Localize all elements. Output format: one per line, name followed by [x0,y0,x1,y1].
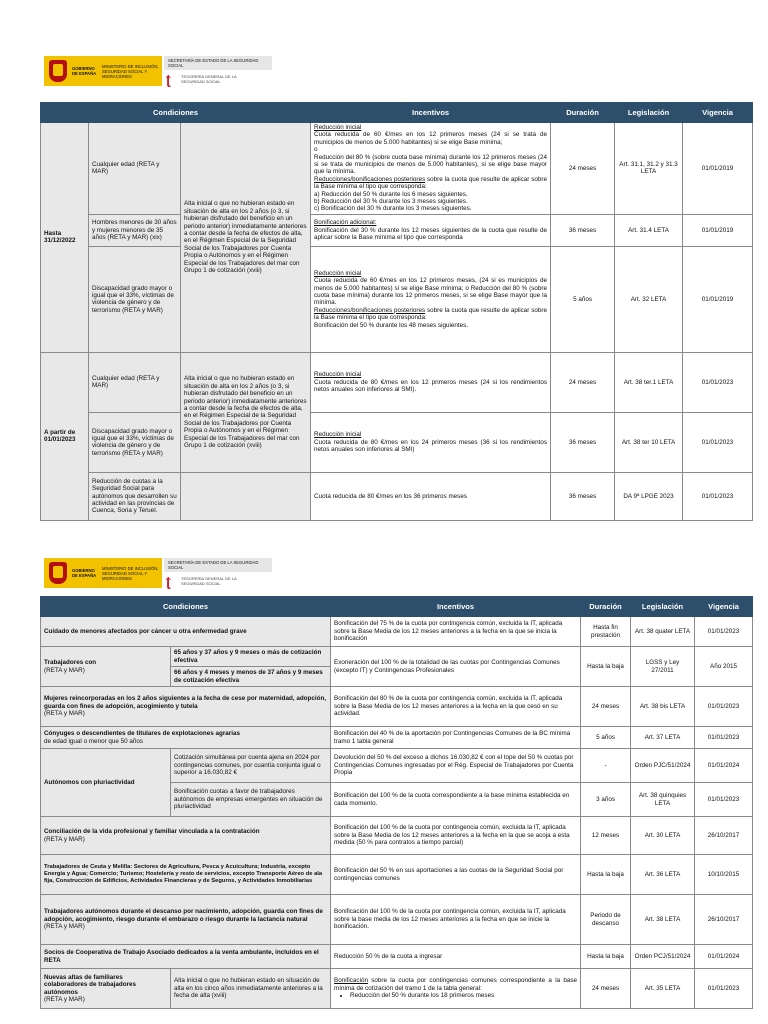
incentive-cell: Bonificación del 40 % de la aportación por Contingencias Comunes de la BC mínima tramo 1 tabla general [331,727,581,749]
condition-cell: Reducción de cuotas a la Seguridad Social para autónomos que desarrollen su actividad en las provincias de Cuenca, Soria y Teruel. [89,472,181,520]
table-row [41,617,753,647]
vigencia-cell: 01/01/2023 [695,687,753,727]
incentive-cell [331,969,581,1009]
table-row [41,687,753,727]
table-row [41,352,753,412]
vigencia-cell: 10/10/2015 [695,855,753,895]
vigencia-cell: 01/01/2023 [695,727,753,749]
duration-cell: 36 meses [551,412,615,472]
legislation-cell: Art. 36 LETA [631,855,695,895]
condition-title: Nuevas altas de familiares colaboradores de trabajadores autónomos [44,973,137,996]
incentive-line: sobre la cuota por contingencias comunes correspondiente a la base mínima de cotización del tramo 1 de la tabla general: [334,977,578,992]
tgss-logo-icon: ʈ [166,71,171,87]
incentive-cell: Bonificación del 100 % de la cuota por contingencia común, excluida la IT, aplicada sobre la base media de los 12 meses anteriores a la fecha en que se inicie la bonificación. [331,895,581,945]
legislation-cell: Art. 35 LETA [631,969,695,1009]
incentive-cell [311,246,551,352]
legislation-cell: Art. 38 ter 10 LETA [615,412,683,472]
tgss-label: TESORERÍA GENERAL DE LA SEGURIDAD SOCIAL [181,74,237,84]
table-row [41,647,753,667]
incentive-cell [311,123,551,215]
table-row [41,749,753,783]
gov-label: GOBIERNO DE ESPAÑA [72,568,97,578]
vigencia-cell: 26/10/2017 [695,817,753,855]
condition-cell [41,687,331,727]
duration-cell: 24 meses [581,687,631,727]
duration-cell: 36 meses [551,472,615,520]
incentive-title: Bonificación [334,977,368,985]
condition-sub: (RETA y MAR) [44,923,85,931]
incentive-line: Cuota reducida de 80 €/mes en los 12 primeros meses (24 si los rendimientos netos anuales son inferiores al SMI). [314,378,548,394]
incentive-title: Reducción inicial [314,124,362,131]
legislation-cell: Orden PJC/51/2024 [631,749,695,783]
col-condiciones: Condiciones [41,103,311,123]
duration-cell: 24 meses [551,123,615,215]
duration-cell: 3 años [581,783,631,817]
table-header-row [41,597,753,617]
table-row [41,817,753,855]
table-row [41,895,753,945]
incentive-bullet: • Reducción del 50 % durante los 18 primeros meses [350,992,577,999]
col-condiciones: Condiciones [41,597,331,617]
incentive-cell: Bonificación del 100 % de la cuota correspondiente a la base mínima establecida en cada momento. [331,783,581,817]
condition-title: Conciliación de la vida profesional y familiar vinculada a la contratación [44,828,260,836]
alta-condition-cell: Alta inicial o que no hubieran estado en situación de alta en los 2 años (o 3, si hubieran disfrutado del beneficio en un periodo anterior) inmediatamente anteriores a contar desde la fecha de efectos de alta, en el Régimen Especial de la Seguridad Social de los Trabajadores por Cuenta Propia o Autónomos y en el Régimen Especial de los Trabajadores del mar con Grupo 1 de cotización (xviii) [181,352,311,472]
condition-cell [41,647,171,687]
condition-cell: Discapacidad grado mayor o igual que el 33%, víctimas de violencia de género y de terrorismo (RETA y MAR) [89,412,181,472]
coat-of-arms-icon [49,60,67,82]
sub-condition-cell: 66 años y 4 meses y menos de 37 años y 9 meses de cotización efectiva [171,667,331,687]
condition-cell: Hombres menores de 30 años y mujeres menores de 35 años (RETA y MAR) (xix) [89,214,181,246]
alta-condition-cell: Alta inicial o que no hubieran estado en situación de alta en los 2 años (o 3, si hubieran disfrutado del beneficio en un periodo anterior) inmediatamente anteriores a contar desde la fecha de efectos de alta, en el Régimen Especial de la Seguridad Social de los Trabajadores por Cuenta Propia o Autónomos y en el Régimen Especial de los Trabajadores del mar con Grupo 1 de cotización (xviii) [181,123,311,353]
vigencia-cell: 01/01/2024 [695,749,753,783]
duration-cell: Hasta la baja [581,855,631,895]
incentive-cell: Bonificación del 100 % de la cuota por contingencia común, excluida la IT, aplicada sobre la Base Media de los 12 meses anteriores a la fecha en la que se acoja a esta medida (50 % para contratos a tiempo parcial) [331,817,581,855]
sub-condition-cell: 65 años y 37 años y 9 meses o más de cotización efectiva [171,647,331,667]
table-row [41,214,753,246]
duration-cell: 24 meses [551,352,615,412]
table-row [41,123,753,215]
incentive-line: o [314,146,318,154]
incentive-subtitle: Reducciones/bonificaciones posteriores [314,306,426,314]
vigencia-cell: 01/01/2019 [683,246,753,352]
incentive-title: Reducción inicial [314,269,362,277]
incentive-cell [311,412,551,472]
secretaria-label: SECRETARÍA DE ESTADO DE LA SEGURIDAD SOCIAL [164,56,272,70]
duration-cell: Periodo de descanso [581,895,631,945]
condition-title: Mujeres reincorporadas en los 2 años siguientes a la fecha de cese por maternidad, adopción, guarda con fines de adopción, acogimiento y tutela [44,695,327,710]
legislation-cell: Art. 31.4 LETA [615,214,683,246]
condition-cell: Autónomos con pluriactividad [41,749,171,817]
incentive-line: a) Reducción del 50 % durante los 6 meses siguientes. [314,190,468,198]
table-row [41,472,753,520]
vigencia-cell: 01/01/2023 [695,783,753,817]
incentive-line: Bonificación del 30 % durante los 12 meses siguientes de la cuota que resulte de aplicar sobre la Base mínima el tipo que corresponda [314,226,548,242]
vigencia-cell: 01/01/2023 [695,617,753,647]
incentive-cell: Exoneración del 100 % de la totalidad de las cuotas por Contingencias Comunes (excepto IT) y Contingencias Profesionales [331,647,581,687]
incentive-line: Cuota reducida de 60 €/mes en los 12 primeros meses, (24 si es municipios de menos de 5.000 habitantes) si se elige Base mínima; o Reducción del 80 % (sobre cuota base mínima) durante los 12 primeros meses, si se elige Base mayor que la mínima. [314,277,548,307]
legislation-cell: Orden PCJ/51/2024 [631,945,695,969]
vigencia-cell: Año 2015 [695,647,753,687]
condition-sub: de edad igual o menor que 50 años [44,737,144,745]
duration-cell: - [581,749,631,783]
legislation-cell: Art. 38 quinquies LETA [631,783,695,817]
condition-sub: (RETA y MAR) [44,710,85,718]
condition-cell [41,969,171,1009]
legislation-cell: Art. 37 LETA [631,727,695,749]
legislation-cell: Art. 32 LETA [615,246,683,352]
legislation-cell: Art. 38 LETA [631,895,695,945]
col-incentivos: Incentivos [331,597,581,617]
government-logo [44,558,162,588]
vigencia-cell: 01/01/2019 [683,123,753,215]
duration-cell: 24 meses [581,969,631,1009]
duration-cell: 12 meses [581,817,631,855]
condition-cell: Cuidado de menores afectados por cáncer u otra enfermedad grave [41,617,331,647]
vigencia-cell: 01/01/2023 [695,969,753,1009]
col-vigencia: Vigencia [683,103,753,123]
vigencia-cell: 01/01/2019 [683,214,753,246]
condition-sub: (RETA y MAR) [44,666,85,674]
table-row [41,727,753,749]
col-incentivos: Incentivos [311,103,551,123]
legislation-cell: LGSS y Ley 27/2011 [631,647,695,687]
condition-cell: Cualquier edad (RETA y MAR) [89,123,181,215]
vigencia-cell: 01/01/2023 [683,412,753,472]
period-label: A partir de 01/01/2023 [41,352,89,520]
condition-sub: (RETA y MAR) [44,995,85,1003]
incentive-line: sobre la cuota que resulte de aplicar sobre la Base mínima el tipo que corresponda: [314,306,548,322]
duration-cell: Hasta la baja [581,945,631,969]
condition-cell: Discapacidad grado mayor o igual que el 33%, víctimas de violencia de género y de terrorismo (RETA y MAR) [89,246,181,352]
legislation-cell: Art. 38 ter.1 LETA [615,352,683,412]
table-header-row [41,103,753,123]
coat-of-arms-icon [49,562,67,584]
incentive-cell: Bonificación del 50 % en sus aportaciones a las cuotas de la Seguridad Social por contingencias comunes [331,855,581,895]
condition-cell [41,895,331,945]
incentive-title: Bonificación adicional: [314,219,377,227]
incentive-line: Reducción del 80 % (sobre cuota base mínima) durante los 12 primeros meses (24 si se trata de municipios de menos de 5.000 habitantes), si se elige base mayor que la mínima. [314,153,548,176]
vigencia-cell: 01/01/2024 [695,945,753,969]
condition-title: Trabajadores con [44,659,97,667]
logo-header [44,56,259,90]
col-duracion: Duración [551,103,615,123]
condition-cell [41,817,331,855]
government-logo [44,56,162,86]
incentives-table-1 [40,102,753,521]
table-row [41,855,753,895]
col-legislacion: Legislación [615,103,683,123]
incentive-line: b) Reducción del 30 % durante los 3 meses siguientes. [314,198,468,206]
condition-title: Trabajadores autónomos durante el descanso por nacimiento, adopción, guarda con fines de adopción, acogimiento, riesgo durante el embarazo o riesgo durante la lactancia natural [44,908,323,923]
secretaria-label: SECRETARÍA DE ESTADO DE LA SEGURIDAD SOCIAL [164,558,272,572]
legislation-cell: Art. 31.1, 31.2 y 31.3 LETA [615,123,683,215]
vigencia-cell: 01/01/2023 [683,352,753,412]
legislation-cell: Art. 30 LETA [631,817,695,855]
ministry-label: MINISTERIO DE INCLUSIÓN, SEGURIDAD SOCIAL Y MIGRACIONES [102,565,159,581]
incentive-cell [311,214,551,246]
tgss-label: TESORERÍA GENERAL DE LA SEGURIDAD SOCIAL [181,576,237,586]
vigencia-cell: 01/01/2023 [683,472,753,520]
condition-sub: (RETA y MAR) [44,835,85,843]
incentive-cell: Reducción 50 % de la cuota a ingresar [331,945,581,969]
duration-cell: Hasta fin prestación [581,617,631,647]
legislation-cell: Art. 38 quater LETA [631,617,695,647]
incentive-line: Cuota reducida de 80 €/mes en los 24 primeros meses (36 si los rendimientos netos anuales son inferiores al SMI) [314,438,548,454]
condition-title: Cónyuges o descendientes de titulares de explotaciones agrarias [44,730,240,738]
incentive-line: sobre la cuota que resulte de aplicar sobre la Base mínima el tipo que corresponda: [314,175,548,191]
col-legislacion: Legislación [631,597,695,617]
table-row [41,969,753,1009]
incentives-table-2 [40,596,753,1009]
legislation-cell: Art. 38 bis LETA [631,687,695,727]
table-row [41,412,753,472]
legislation-cell: DA 9ª LPGE 2023 [615,472,683,520]
table-row [41,246,753,352]
gov-label: GOBIERNO DE ESPAÑA [72,66,97,76]
sub-condition-cell: Alta inicial o que no hubieran estado en situación de alta en los cinco años inmediatamente anteriores a la fecha de alta (xviii) [171,969,331,1009]
incentive-line: Bonificación del 50 % durante los 48 meses siguientes. [314,321,469,329]
incentive-cell [311,352,551,412]
col-duracion: Duración [581,597,631,617]
incentive-title: Reducción inicial [314,431,362,439]
incentive-cell: Bonificación del 75 % de la cuota por contingencia común, excluida la IT, aplicada sobre la Base Media de los 12 meses anteriores a la fecha en la que se inicia la bonificación [331,617,581,647]
logo-header [44,558,259,592]
tgss-logo-icon: ʈ [166,573,171,589]
duration-cell: 5 años [581,727,631,749]
incentive-cell: Bonificación del 80 % de la cuota por contingencia común, excluida la IT, aplicada sobre la Base Media de los 12 meses anteriores a la fecha en la que cesó en su actividad. [331,687,581,727]
duration-cell: 5 años [551,246,615,352]
duration-cell: Hasta la baja [581,647,631,687]
vigencia-cell: 26/10/2017 [695,895,753,945]
col-vigencia: Vigencia [695,597,753,617]
incentive-subtitle: Reducciones/bonificaciones posteriores [314,175,426,183]
incentive-line: Cuota reducida de 60 €/mes en los 12 primeros meses (24 si se trata de municipios de menos de 5.000 habitantes) si se elige Base mínima; [314,131,548,146]
incentive-cell: Devolución del 50 % del exceso a dichos 16.030,82 € con el tope del 50 % cuotas por Contingencias Comunes ingresadas por el Rég. Especial de Trabajadores por Cuenta Propia [331,749,581,783]
condition-cell: Socios de Cooperativa de Trabajo Asociado dedicados a la venta ambulante, incluidos en el RETA [41,945,331,969]
table-row [41,945,753,969]
condition-cell [41,727,331,749]
period-label: Hasta 31/12/2022 [41,123,89,353]
empty-cell [181,472,311,520]
duration-cell: 36 meses [551,214,615,246]
ministry-label: MINISTERIO DE INCLUSIÓN, SEGURIDAD SOCIAL Y MIGRACIONES [102,63,159,79]
incentive-title: Reducción inicial [314,371,362,379]
incentive-cell: Cuota reducida de 80 €/mes en los 36 primeros meses [311,472,551,520]
condition-cell: Trabajadores de Ceuta y Melilla: Sectores de Agricultura, Pesca y Acuicultura; Industria, excepto Energía y Agua; Comercio; Turismo; Hostelería y resto de servicios, excepto Transporte Aéreo de ala fija, Construcción de Edificios, Actividades Financieras y de Seguros, y Actividades Inmobiliarias [41,855,331,895]
sub-condition-cell: Bonificación cuotas a favor de trabajadores autónomos de empresas emergentes en situación de pluriactividad [171,783,331,817]
incentive-line: c) Bonificación del 30 % durante los 3 meses siguientes. [314,205,472,213]
sub-condition-cell: Cotización simultánea por cuenta ajena en 2024 por contingencias comunes, por cuantía conjunta igual o superior a 16.030,82 € [171,749,331,783]
condition-cell: Cualquier edad (RETA y MAR) [89,352,181,412]
